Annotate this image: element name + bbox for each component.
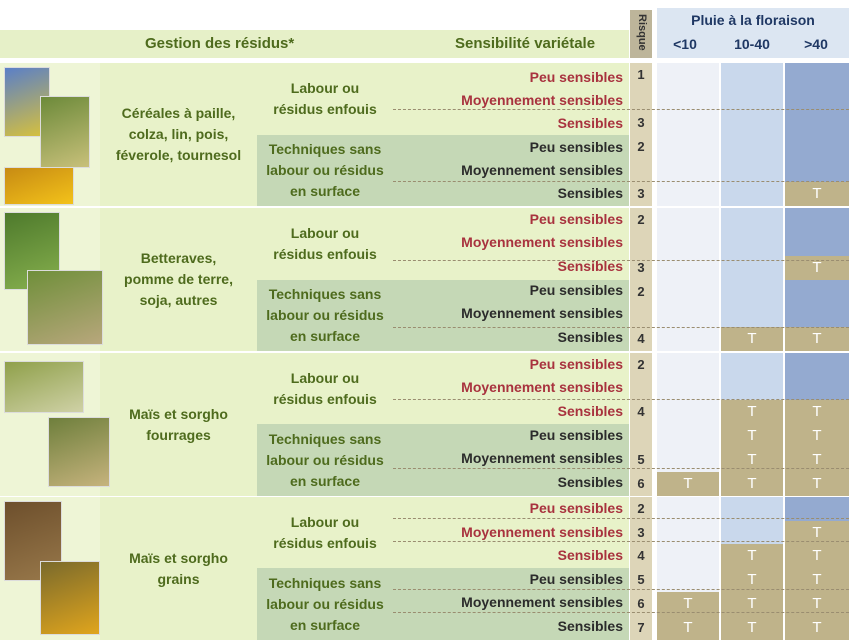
header-rain-title: Pluie à la floraison (691, 12, 815, 28)
rain-cell (657, 377, 719, 401)
forage-maize-photo (48, 417, 110, 487)
rain-cell (785, 63, 849, 88)
rain-cell (721, 159, 783, 183)
rain-cell (657, 111, 719, 136)
row-divider (393, 518, 849, 519)
row-divider (393, 468, 849, 469)
technique-line: labour ou résidus (266, 451, 384, 468)
crop-name-line: Maïs et sorgho (129, 405, 228, 422)
crop-name-line: colza, lin, pois, (128, 126, 229, 142)
technique-line: en surface (289, 616, 361, 633)
technique-line: Labour ou (290, 80, 360, 96)
rain-cell (657, 63, 719, 88)
crop-name-line: pomme de terre, (124, 271, 233, 287)
rain-cell (657, 159, 719, 183)
rain-cell (721, 111, 783, 136)
rain-cell (657, 232, 719, 257)
risk-value: 5 (637, 452, 645, 467)
risk-value: 6 (637, 596, 645, 611)
row-divider (393, 612, 849, 613)
technique-line: en surface (289, 183, 361, 199)
risk-value: 3 (637, 186, 645, 202)
technique-line: Techniques sans (268, 430, 382, 447)
rain-cell (785, 208, 849, 233)
rain-cell (721, 208, 783, 233)
risk-value: 2 (637, 138, 645, 154)
technique-line: en surface (289, 472, 361, 489)
rain-cell (785, 304, 849, 328)
treatment-mark: T (747, 619, 757, 636)
rain-cell (721, 377, 783, 401)
risk-value: 5 (637, 572, 645, 587)
rain-cell (721, 353, 783, 377)
header-rain-col-high: >40 (804, 36, 828, 52)
rain-cell (785, 280, 849, 304)
rain-cell (785, 353, 849, 377)
sensitivity-label: Moyennement sensibles (461, 450, 623, 466)
rain-cell (721, 63, 783, 88)
technique-line: Labour ou (290, 225, 360, 241)
crop-name-line: Betteraves, (140, 250, 217, 266)
sensitivity-label: Peu sensibles (529, 356, 623, 372)
crop-name-line: fourrages (146, 426, 211, 443)
rain-cell (785, 377, 849, 401)
rain-cell (657, 424, 719, 449)
treatment-mark: T (683, 475, 693, 492)
rain-cell (785, 87, 849, 112)
rain-cell (785, 135, 849, 159)
treatment-mark: T (747, 330, 757, 348)
header-sensitivity: Sensibilité variétale (455, 35, 596, 52)
sensitivity-label: Moyennement sensibles (461, 379, 623, 395)
technique-line: labour ou résidus (266, 162, 384, 178)
risk-value: 4 (637, 548, 645, 564)
sensitivity-label: Moyennement sensibles (461, 162, 623, 178)
sensitivity-label: Sensibles (557, 403, 623, 419)
header-risk (630, 10, 652, 58)
sensitivity-label: Sensibles (557, 474, 623, 490)
treatment-mark: T (812, 619, 822, 636)
sensitivity-label: Sensibles (557, 258, 623, 274)
wheat-photo (40, 96, 90, 168)
treatment-mark: T (683, 595, 693, 612)
row-divider (393, 327, 849, 328)
risk-value: 2 (637, 500, 645, 516)
sensitivity-label: Moyennement sensibles (461, 234, 623, 250)
rain-cell (657, 400, 719, 424)
sensitivity-label: Peu sensibles (529, 211, 623, 227)
rain-cell (657, 87, 719, 112)
sunflower-photo (4, 167, 74, 205)
sensitivity-label: Peu sensibles (529, 282, 623, 298)
header-risk-label: Risque (636, 14, 648, 51)
risk-column (630, 353, 652, 496)
risk-column (630, 208, 652, 351)
technique-line: Techniques sans (268, 286, 382, 302)
sensitivity-label: Moyennement sensibles (461, 524, 623, 540)
technique-line: labour ou résidus (266, 307, 384, 323)
risk-value: 2 (637, 212, 645, 227)
risk-value: 3 (637, 115, 645, 130)
header-rain-col-low: <10 (673, 36, 697, 52)
rain-cell (785, 159, 849, 183)
treatment-mark: T (747, 403, 757, 421)
technique-line: résidus enfouis (273, 534, 377, 551)
technique-line: labour ou résidus (266, 595, 384, 612)
treatment-mark: T (812, 451, 822, 468)
forage-field-photo (4, 361, 84, 413)
sensitivity-label: Peu sensibles (529, 69, 623, 85)
risk-value: 1 (637, 67, 645, 82)
sensitivity-label: Moyennement sensibles (461, 92, 623, 108)
rain-cell (657, 280, 719, 304)
treatment-mark: T (812, 475, 822, 492)
header-rain-col-mid: 10-40 (734, 36, 770, 52)
treatment-mark: T (747, 475, 757, 492)
treatment-mark: T (812, 427, 822, 444)
risk-value: 2 (637, 356, 645, 372)
risk-value: 3 (637, 524, 645, 540)
crop-name-line: grains (157, 570, 200, 587)
crop-name-line: féverole, tournesol (115, 147, 242, 163)
rain-cell (721, 87, 783, 112)
maize-cob-photo (40, 561, 100, 635)
sensitivity-label: Moyennement sensibles (461, 305, 623, 321)
treatment-mark: T (812, 547, 822, 565)
sensitivity-label: Peu sensibles (529, 427, 623, 443)
rain-cell (721, 280, 783, 304)
rain-cell (785, 232, 849, 257)
rain-cell (721, 135, 783, 159)
treatment-mark: T (747, 571, 757, 588)
rain-cell (657, 353, 719, 377)
sensitivity-label: Peu sensibles (529, 139, 623, 155)
row-divider (393, 260, 849, 261)
risk-value: 2 (637, 283, 645, 299)
row-divider (393, 399, 849, 400)
treatment-mark: T (812, 595, 822, 612)
crop-name-line: Céréales à paille, (121, 105, 236, 121)
technique-line: en surface (289, 328, 361, 344)
sensitivity-label: Sensibles (557, 329, 623, 345)
crop-name-line: soja, autres (139, 292, 218, 308)
sensitivity-label: Sensibles (557, 547, 623, 563)
technique-line: résidus enfouis (273, 101, 377, 117)
treatment-mark: T (747, 595, 757, 612)
sensitivity-label: Sensibles (557, 618, 623, 634)
crop-name-line: Maïs et sorgho (129, 549, 228, 566)
treatment-mark: T (747, 427, 757, 444)
rain-cell (721, 182, 783, 206)
technique-line: résidus enfouis (273, 246, 377, 262)
rain-cell (657, 304, 719, 328)
treatment-mark: T (812, 259, 822, 276)
row-divider (393, 181, 849, 182)
treatment-mark: T (812, 523, 822, 541)
risk-value: 7 (637, 620, 645, 635)
rain-cell (721, 232, 783, 257)
treatment-mark: T (747, 547, 757, 565)
rain-cell (657, 327, 719, 351)
technique-line: Techniques sans (268, 574, 382, 591)
row-divider (393, 541, 849, 542)
treatment-mark: T (812, 330, 822, 348)
risk-value: 4 (637, 331, 645, 347)
treatment-mark: T (683, 619, 693, 636)
risk-value: 6 (637, 476, 645, 491)
treatment-mark: T (812, 185, 822, 203)
treatment-mark: T (812, 571, 822, 588)
rain-cell (657, 182, 719, 206)
treatment-mark: T (812, 403, 822, 421)
risk-value: 3 (637, 260, 645, 275)
sensitivity-label: Moyennement sensibles (461, 594, 623, 610)
technique-line: Techniques sans (268, 141, 382, 157)
rain-cell (785, 111, 849, 136)
sensitivity-label: Sensibles (557, 115, 623, 131)
sensitivity-label: Sensibles (557, 185, 623, 201)
risk-value: 4 (637, 404, 645, 420)
rain-cell (657, 208, 719, 233)
sensitivity-label: Peu sensibles (529, 571, 623, 587)
technique-line: résidus enfouis (273, 390, 377, 407)
row-divider (393, 589, 849, 590)
rain-cell (721, 304, 783, 328)
row-divider (393, 109, 849, 110)
technique-line: Labour ou (290, 369, 360, 386)
rain-cell (657, 544, 719, 568)
sensitivity-label: Peu sensibles (529, 500, 623, 516)
beet-field-photo (27, 270, 103, 345)
treatment-mark: T (747, 451, 757, 468)
risk-column (630, 63, 652, 206)
rain-cell (657, 135, 719, 159)
header-management: Gestion des résidus* (145, 35, 295, 52)
technique-line: Labour ou (290, 513, 360, 530)
